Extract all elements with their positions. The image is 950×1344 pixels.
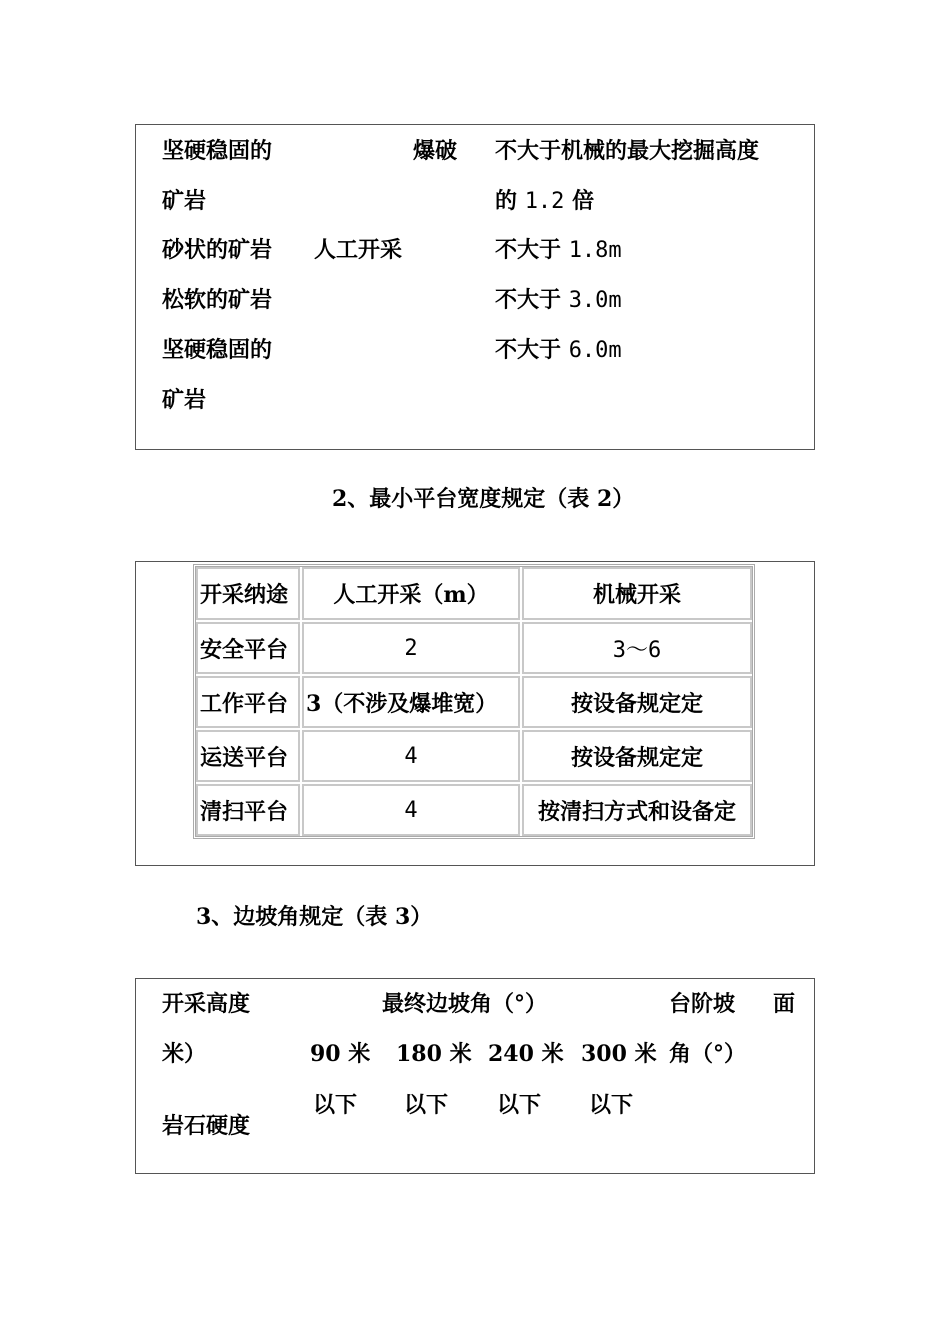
table3-height-label: 开采高度 [162,991,251,1017]
table2-row4-use: 清扫平台 [196,784,300,836]
table2-row1-manual: 2 [302,622,520,674]
table2-row3-mechanical: 按设备规定定 [522,730,752,782]
table2-row3-manual: 4 [302,730,520,782]
table3-final-slope-header: 最终边坡角（°） [382,991,548,1017]
table1-height-1: 不大于机械的最大挖掘高度 [495,138,760,164]
table2-row4-manual: 4 [302,784,520,836]
table1-rock-type-4: 坚硬稳固的 [162,337,273,363]
table1-height-2: 不大于 1.8m [495,237,622,263]
table1-rock-type-2: 砂状的矿岩 [162,237,273,263]
table3-sub-180: 180 米 [396,1041,472,1067]
table1-rock-type-1: 坚硬稳固的 [162,138,273,164]
table3-below-3: 以下 [497,1092,542,1118]
section-heading-3: 3、边坡角规定（表 3） [196,904,433,930]
table2-row2-mechanical: 按设备规定定 [522,676,752,728]
table3-rock-hardness: 岩石硬度 [162,1113,251,1139]
table3-below-2: 以下 [404,1092,449,1118]
table3-below-1: 以下 [313,1092,358,1118]
section-heading-2: 2、最小平台宽度规定（表 2） [332,486,635,512]
table3-height-unit: 米） [162,1041,207,1067]
table2-row1-mechanical: 3～6 [522,622,752,674]
table2-header-use: 开采纳途 [196,567,300,620]
table2-row4-mechanical: 按清扫方式和设备定 [522,784,752,836]
table3-sub-90: 90 米 [310,1041,371,1067]
table1-rock-type-1-cont: 矿岩 [162,188,207,214]
table3-sub-300: 300 米 [581,1041,657,1067]
table3-sub-240: 240 米 [488,1041,564,1067]
table2-row1-use: 安全平台 [196,622,300,674]
table1-height-1-cont: 的 1.2 倍 [495,188,595,214]
table1-height-3: 不大于 3.0m [495,287,622,313]
table2-row3-use: 运送平台 [196,730,300,782]
table3-face-label: 面 [773,991,796,1017]
table2-row2-use: 工作平台 [196,676,300,728]
table1-height-4: 不大于 6.0m [495,337,622,363]
table2-header-manual: 人工开采（m） [302,567,520,620]
table3-below-4: 以下 [589,1092,634,1118]
table1-rock-type-3: 松软的矿岩 [162,287,273,313]
table1-method-manual: 人工开采 [314,237,403,263]
table2-header-mechanical: 机械开采 [522,567,752,620]
table3-bench-slope-header: 台阶坡 [669,991,736,1017]
table1-rock-type-4-cont: 矿岩 [162,387,207,413]
table1-method-blasting: 爆破 [413,138,458,164]
table2-row2-manual: 3（不涉及爆堆宽） [302,676,520,728]
table3-bench-slope-unit: 角（°） [669,1041,747,1067]
